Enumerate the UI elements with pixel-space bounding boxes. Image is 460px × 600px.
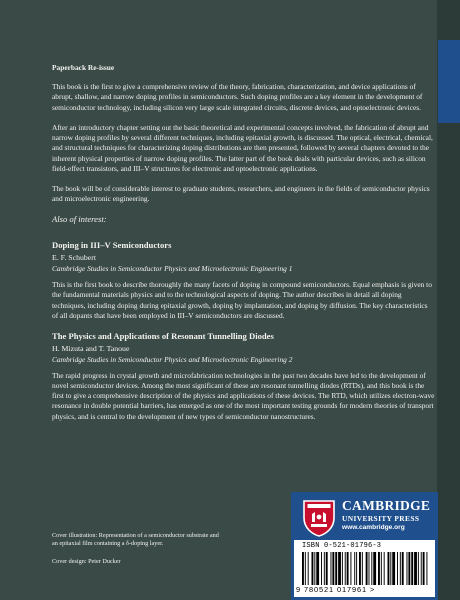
related-book-description: The rapid progress in crystal growth and microfabrication technologies in the past two decades have led to the development of novel semiconductor devices. Among the most significant of these are resonant tunnelling diodes (RTDs), and this book is the first to give a comprehensive description of the physics and applications of these devices. The RTD, which utilizes electron-wave resonance in double potential barriers, has emerged as one of the most important testing grounds for modern theories of transport physics, and is central to the development of new types of semiconductor nanostructures.: [52, 370, 435, 421]
isbn-label: ISBN 0-521-01796-3: [302, 542, 382, 550]
publisher-name: CAMBRIDGE: [342, 498, 431, 513]
cover-illustration-credit: Cover illustration: Representation of a semiconductor substrate and an epitaxial film containing a δ-doping layer.: [52, 532, 219, 548]
publisher-url: www.cambridge.org: [342, 524, 405, 531]
isbn-barcode-box: [294, 540, 435, 597]
related-book-series: Cambridge Studies in Semiconductor Physics and Microelectronic Engineering 1: [52, 263, 293, 273]
related-book-1: [52, 240, 435, 321]
barcode: [300, 552, 430, 585]
cambridge-shield-logo-icon: [301, 498, 337, 538]
publisher-color-tab: [438, 40, 460, 123]
back-cover-text: [52, 63, 435, 432]
related-book-2: [52, 331, 435, 422]
related-book-description: This is the first book to describe thoroughly the many facets of doping in compound semiconductors. Equal emphasis is given to the fundamental materials physics and to the technological aspects of doping. The author describes in detail all doping techniques, including doping during epitaxial growth, doping by implantation, and doping by diffusion. The key characteristics of all dopants that have been employed in III–V semiconductors are discussed.: [52, 280, 432, 320]
blurb-paragraph-1: This book is the first to give a comprehensive review of the theory, fabrication, characterization, and device applications of abrupt, shallow, and narrow doping profiles in semiconductors. Such doping profiles are a key element in the development of semiconductor technology, including silicon very large scale integrated circuits, discrete devices, and optoelectronic devices.: [52, 82, 423, 112]
related-book-author: H. Mizuta and T. Tanoue: [52, 343, 130, 353]
related-book-title: Doping in III–V Semiconductors: [52, 240, 172, 251]
cover-design-credit: Cover design: Peter Ducker: [52, 557, 121, 565]
also-of-interest-heading: Also of interest:: [52, 214, 107, 225]
barcode-digits: 9 780521 017961 >: [296, 585, 376, 594]
related-book-series: Cambridge Studies in Semiconductor Physics and Microelectronic Engineering 2: [52, 354, 293, 364]
publisher-press: UNIVERSITY PRESS: [342, 514, 420, 523]
reissue-label: Paperback Re-issue: [52, 63, 115, 72]
related-book-author: E. F. Schubert: [52, 253, 96, 263]
related-book-title: The Physics and Applications of Resonant Tunnelling Diodes: [52, 330, 274, 341]
cover-credits: [52, 532, 222, 566]
blurb-paragraph-2: After an introductory chapter setting out the basic theoretical and experimental concepts involved, the fabrication of abrupt and narrow doping profiles by several different techniques, including epitaxial growth, is discussed. The optical, electrical, chemical, and structural techniques for characterizing doping distributions are then presented, followed by several chapters devoted to the inherent physical properties of narrow doping profiles. The latter part of the book deals with particular devices, such as silicon field-effect transistors, and III–V structures for electronic and optoelectronic applications.: [52, 122, 433, 173]
blurb-paragraph-3: The book will be of considerable interest to graduate students, researchers, and engineers in the fields of semiconductor physics and microelectronic engineering.: [52, 183, 430, 204]
publisher-block: [291, 492, 438, 600]
